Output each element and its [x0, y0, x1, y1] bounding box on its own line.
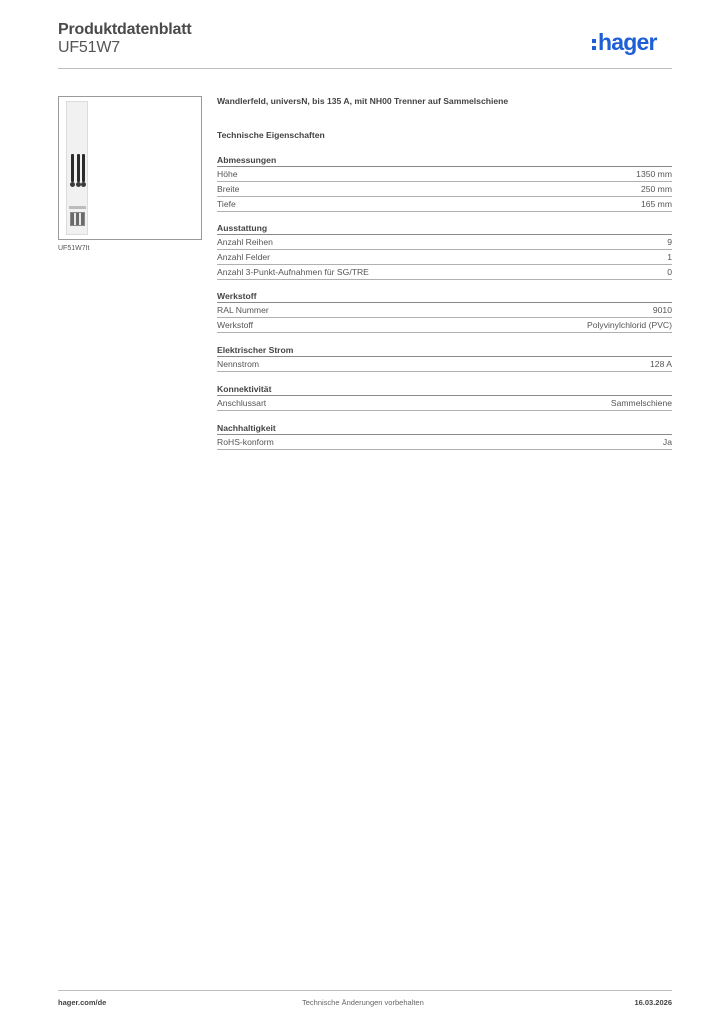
spec-value: Polyvinylchlorid (PVC)	[586, 320, 672, 330]
spec-row	[217, 396, 672, 411]
product-image	[58, 96, 202, 240]
spec-value: Ja	[662, 437, 672, 447]
spec-row	[217, 235, 672, 250]
logo-dots-icon	[592, 39, 596, 50]
spec-section	[217, 344, 672, 372]
hager-logo	[592, 28, 657, 56]
footer-notice: Technische Änderungen vorbehalten	[302, 998, 424, 1007]
spec-row	[217, 303, 672, 318]
spec-value: 0	[667, 267, 672, 277]
product-code: UF51W7	[58, 39, 120, 56]
spec-value: 1	[667, 252, 672, 262]
spec-label: RoHS-konform	[217, 437, 274, 447]
spec-row	[217, 182, 672, 197]
cabinet-illustration	[66, 101, 88, 235]
spec-label: Anzahl Reihen	[217, 237, 273, 247]
logo-wordmark: hager	[598, 28, 657, 55]
section-title: Nachhaltigkeit	[217, 422, 672, 435]
spec-label: Nennstrom	[217, 359, 260, 369]
spec-row	[217, 318, 672, 333]
spec-label: Anzahl 3-Punkt-Aufnahmen für SG/TRE	[217, 267, 369, 277]
spec-value: Sammelschiene	[610, 398, 672, 408]
spec-label: Breite	[217, 184, 240, 194]
footer-website: hager.com/de	[58, 998, 107, 1007]
spec-value: 128 A	[650, 359, 672, 369]
section-title: Abmessungen	[217, 154, 672, 167]
section-title: Ausstattung	[217, 222, 672, 235]
spec-row	[217, 435, 672, 450]
spec-value: 250 mm	[640, 184, 672, 194]
spec-value: 165 mm	[640, 199, 672, 209]
spec-label: Höhe	[217, 169, 238, 179]
spec-row	[217, 357, 672, 372]
spec-row	[217, 197, 672, 212]
spec-value: 1350 mm	[636, 169, 672, 179]
spec-section	[217, 222, 672, 280]
spec-label: Tiefe	[217, 199, 236, 209]
section-title: Werkstoff	[217, 290, 672, 303]
footer-divider	[58, 990, 672, 991]
tech-properties-heading: Technische Eigenschaften	[217, 130, 325, 140]
spec-row	[217, 265, 672, 280]
header-divider	[58, 68, 672, 69]
image-caption: UF51W7It	[58, 245, 90, 252]
spec-label: Werkstoff	[217, 320, 253, 330]
spec-value: 9010	[652, 305, 672, 315]
spec-section	[217, 383, 672, 411]
spec-row	[217, 250, 672, 265]
spec-section	[217, 422, 672, 450]
spec-label: Anschlussart	[217, 398, 267, 408]
section-title: Elektrischer Strom	[217, 344, 672, 357]
spec-value: 9	[667, 237, 672, 247]
section-title: Konnektivität	[217, 383, 672, 396]
spec-row	[217, 167, 672, 182]
spec-section	[217, 290, 672, 333]
spec-label: RAL Nummer	[217, 305, 269, 315]
document-title: Produktdatenblatt	[58, 21, 192, 38]
spec-section	[217, 154, 672, 212]
footer-date: 16.03.2026	[634, 998, 672, 1007]
spec-label: Anzahl Felder	[217, 252, 271, 262]
product-description: Wandlerfeld, universN, bis 135 A, mit NH00 Trenner auf Sammelschiene	[217, 96, 509, 106]
